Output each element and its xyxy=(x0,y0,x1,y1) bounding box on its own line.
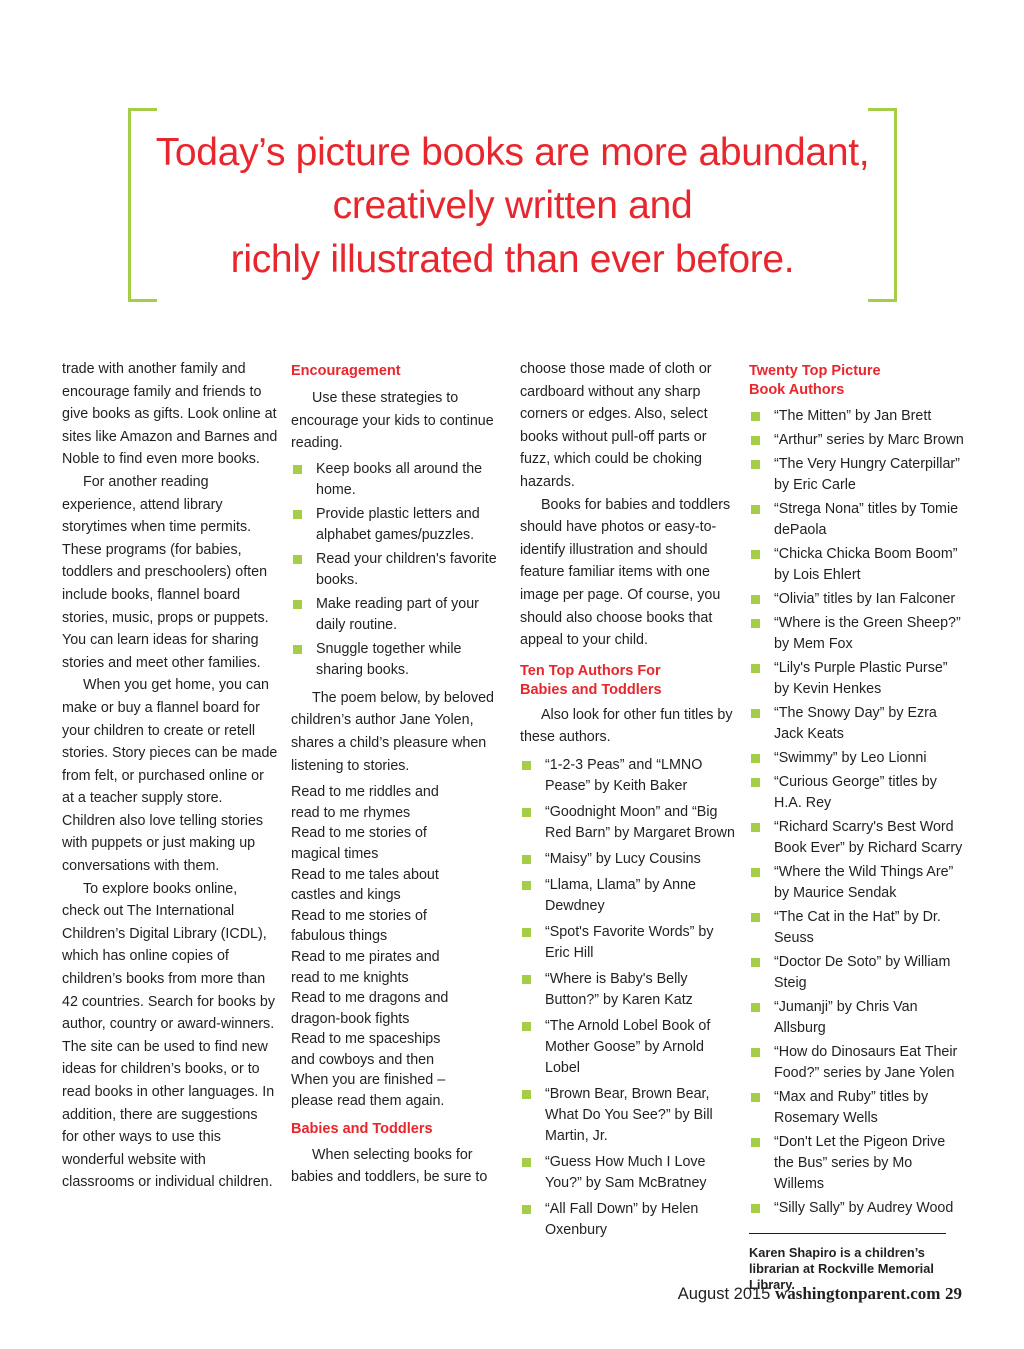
poem-line: Read to me tales about xyxy=(291,866,439,883)
heading-line: Ten Top Authors For xyxy=(520,662,661,679)
section-heading-babies: Babies and Toddlers xyxy=(291,1120,433,1137)
pull-quote-line: richly illustrated than ever before. xyxy=(230,238,795,281)
poem-line: Read to me stories of xyxy=(291,825,427,842)
list-item: “Llama, Llama” by Anne Dewdney xyxy=(520,875,740,917)
ten-authors-list xyxy=(520,755,740,1241)
list-item: “All Fall Down” by Helen Oxenbury xyxy=(520,1199,740,1241)
pull-quote xyxy=(128,108,897,298)
list-item: “Strega Nona” titles by Tomie dePaola xyxy=(749,499,964,541)
body-paragraph: The poem below, by beloved children’s author Jane Yolen, shares a child’s pleasure when listening to stories. xyxy=(291,689,495,774)
list-item: “Olivia” titles by Ian Falconer xyxy=(749,589,964,610)
page-number: 29 xyxy=(945,1284,962,1303)
poem-stanza xyxy=(291,947,501,988)
poem-stanza xyxy=(291,988,501,1029)
author-bio: Karen Shapiro is a children’s librarian at Rockville Memorial Library. xyxy=(749,1245,934,1292)
list-item: “Max and Ruby” titles by Rosemary Wells xyxy=(749,1087,964,1129)
issue-date: August 2015 xyxy=(677,1285,771,1303)
list-item: “Richard Scarry's Best Word Book Ever” by Richard Scarry xyxy=(749,817,964,859)
article-column-1 xyxy=(62,358,278,1194)
body-paragraph: choose those made of cloth or cardboard without any sharp corners or edges. Also, select books without pull-off parts or fuzz, which could be choking hazards. xyxy=(520,361,712,490)
poem-line: read to me knights xyxy=(291,969,409,986)
list-item: “The Snowy Day” by Ezra Jack Keats xyxy=(749,703,964,745)
list-item: “Don't Let the Pigeon Drive the Bus” series by Mo Willems xyxy=(749,1132,964,1195)
poem-line: dragon-book fights xyxy=(291,1010,410,1027)
heading-line: Book Authors xyxy=(749,382,845,398)
poem-stanza xyxy=(291,823,501,864)
poem-stanza xyxy=(291,1029,501,1070)
section-heading-ten-authors xyxy=(520,662,740,700)
poem-line: and cowboys and then xyxy=(291,1051,435,1068)
body-paragraph: Also look for other fun titles by these authors. xyxy=(520,706,733,746)
list-item: “The Very Hungry Caterpillar” by Eric Carle xyxy=(749,454,964,496)
poem-line: Read to me spaceships xyxy=(291,1031,441,1048)
bio-divider xyxy=(749,1233,946,1234)
body-paragraph: Books for babies and toddlers should have photos or easy-to-identify illustration and should feature familiar items with one image per page. Of course, you should also choose books that appeal to your child. xyxy=(520,496,731,649)
poem-line: Read to me stories of xyxy=(291,907,427,924)
list-item: Provide plastic letters and alphabet games/puzzles. xyxy=(291,504,501,546)
list-item: “1-2-3 Peas” and “LMNO Pease” by Keith Baker xyxy=(520,755,740,797)
body-paragraph: Use these strategies to encourage your kids to continue reading. xyxy=(291,390,494,452)
poem-line: Read to me dragons and xyxy=(291,990,449,1007)
list-item: “Spot's Favorite Words” by Eric Hill xyxy=(520,922,740,964)
article-column-2 xyxy=(291,358,501,1189)
list-item: “Curious George” titles by H.A. Rey xyxy=(749,772,964,814)
list-item: “Goodnight Moon” and “Big Red Barn” by Margaret Brown xyxy=(520,802,740,844)
list-item: “The Mitten” by Jan Brett xyxy=(749,406,964,427)
poem-line: please read them again. xyxy=(291,1093,445,1110)
heading-line: Twenty Top Picture xyxy=(749,363,881,379)
poem-line: read to me rhymes xyxy=(291,804,411,821)
list-item: “Doctor De Soto” by William Steig xyxy=(749,952,964,994)
list-item: “The Arnold Lobel Book of Mother Goose” by Arnold Lobel xyxy=(520,1016,740,1079)
poem-line: Read to me pirates and xyxy=(291,948,440,965)
section-heading-encouragement: Encouragement xyxy=(291,363,401,379)
list-item: “Arthur” series by Marc Brown xyxy=(749,430,964,451)
poem-stanza xyxy=(291,906,501,947)
pull-quote-line: Today’s picture books are more abundant, xyxy=(155,131,870,174)
poem-line: fabulous things xyxy=(291,928,388,945)
list-item: Read your children's favorite books. xyxy=(291,549,501,591)
list-item: “Lily's Purple Plastic Purse” by Kevin Henkes xyxy=(749,658,964,700)
website: washingtonparent.com xyxy=(774,1284,941,1303)
list-item: Make reading part of your daily routine. xyxy=(291,594,501,636)
body-paragraph: When you get home, you can make or buy a flannel board for your children to create or retell stories. Story pieces can be made from felt, or purchased online or at a teacher supply store. Children also love telling stories with puppets or just making up conversations with them. xyxy=(62,677,278,875)
poem xyxy=(291,782,501,1112)
poem-line: castles and kings xyxy=(291,887,401,904)
list-item: “Where the Wild Things Are” by Maurice Sendak xyxy=(749,862,964,904)
poem-line: Read to me riddles and xyxy=(291,784,439,801)
body-paragraph: When selecting books for babies and toddlers, be sure to xyxy=(291,1146,488,1186)
poem-line: When you are finished – xyxy=(291,1072,446,1089)
list-item: “Chicka Chicka Boom Boom” by Lois Ehlert xyxy=(749,544,964,586)
strategies-list xyxy=(291,459,501,681)
heading-line: Babies and Toddlers xyxy=(520,681,662,698)
list-item: “Silly Sally” by Audrey Wood xyxy=(749,1198,964,1219)
list-item: “How do Dinosaurs Eat Their Food?” series by Jane Yolen xyxy=(749,1042,964,1084)
article-column-4 xyxy=(749,358,964,1293)
page-footer xyxy=(678,1283,962,1305)
list-item: “Brown Bear, Brown Bear, What Do You See?” by Bill Martin, Jr. xyxy=(520,1084,740,1147)
list-item: “Where is the Green Sheep?” by Mem Fox xyxy=(749,613,964,655)
poem-line: magical times xyxy=(291,845,379,862)
body-paragraph: trade with another family and encourage family and friends to give books as gifts. Look online at sites like Amazon and Barnes and Noble to find even more books. xyxy=(62,361,278,468)
body-paragraph: To explore books online, check out The International Children’s Digital Library (ICDL), which has online copies of children’s books from more than 42 countries. Search for books by author, country or award-winners. The site can be used to find new ideas for children’s books, or to read books in other languages. In addition, there are suggestions for other ways to use this wonderful website with classrooms or individual children. xyxy=(62,880,275,1191)
body-paragraph: For another reading experience, attend library storytimes when time permits. These programs (for babies, toddlers and preschoolers) often include books, flannel board stories, music, props or puppets. You can learn ideas for sharing stories and meet other families. xyxy=(62,473,269,671)
pull-quote-line: creatively written and xyxy=(332,184,693,227)
list-item: “Swimmy” by Leo Lionni xyxy=(749,748,964,769)
list-item: “Where is Baby's Belly Button?” by Karen Katz xyxy=(520,969,740,1011)
list-item: “The Cat in the Hat” by Dr. Seuss xyxy=(749,907,964,949)
list-item: “Jumanji” by Chris Van Allsburg xyxy=(749,997,964,1039)
list-item: “Maisy” by Lucy Cousins xyxy=(520,849,740,870)
list-item: Snuggle together while sharing books. xyxy=(291,639,501,681)
list-item: Keep books all around the home. xyxy=(291,459,501,501)
poem-stanza xyxy=(291,1070,501,1111)
article-column-3 xyxy=(520,358,740,1241)
poem-stanza xyxy=(291,865,501,906)
twenty-authors-list xyxy=(749,406,964,1219)
list-item: “Guess How Much I Love You?” by Sam McBratney xyxy=(520,1152,740,1194)
poem-stanza xyxy=(291,782,501,823)
section-heading-twenty-authors xyxy=(749,362,964,400)
